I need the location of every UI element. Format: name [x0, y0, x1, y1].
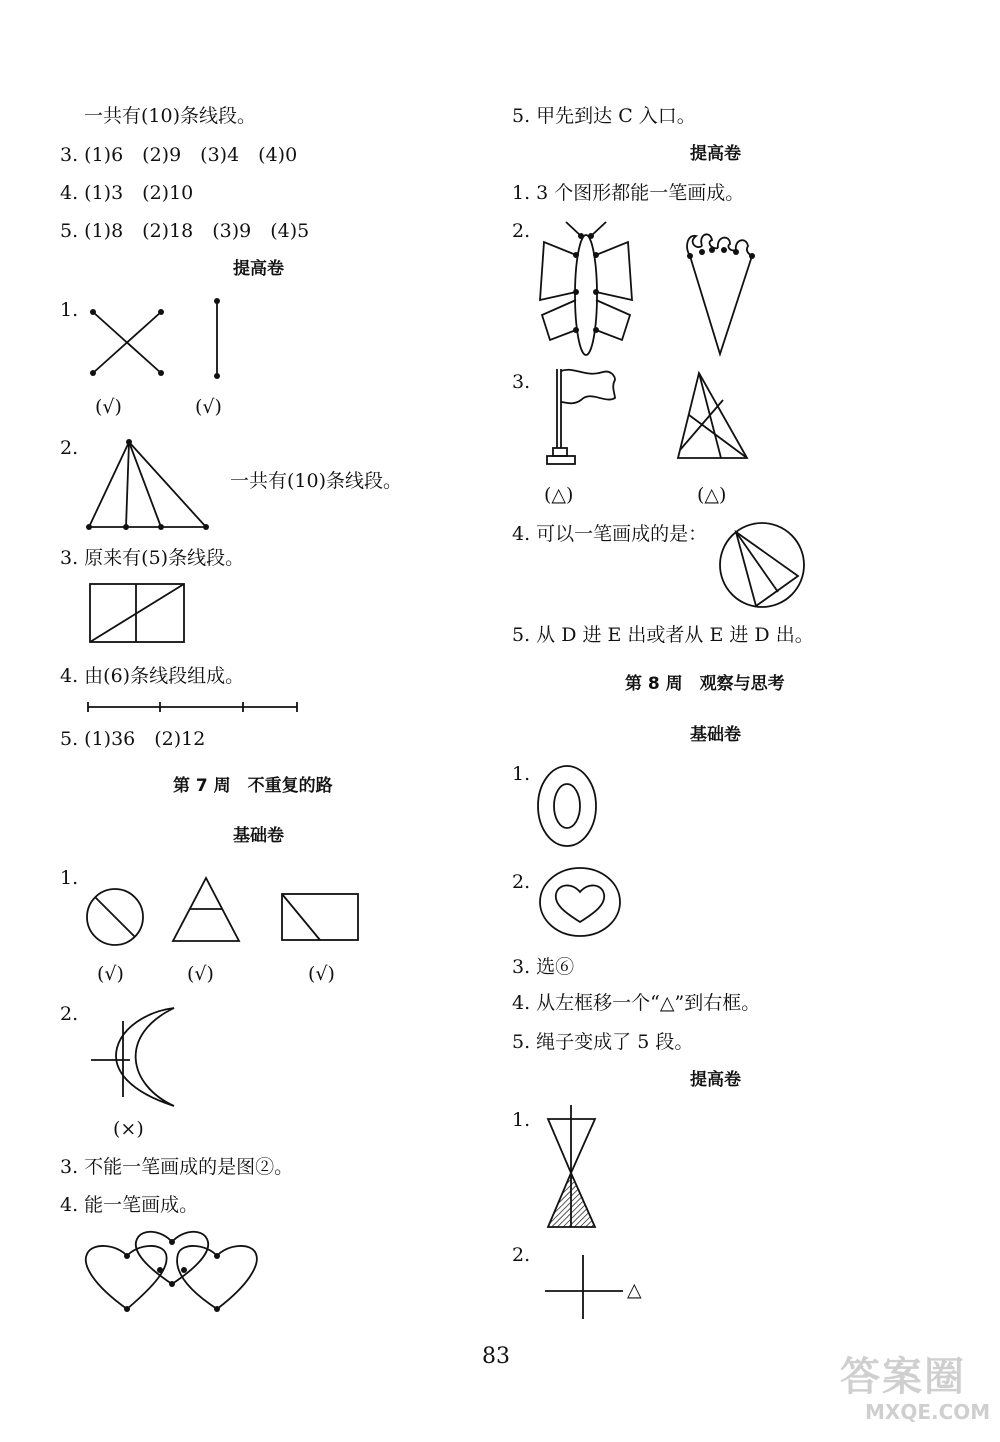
- circle-line-figure: [85, 887, 147, 949]
- answer-mark: (√): [195, 396, 222, 418]
- week-heading: 第 8 周 观察与思考: [625, 674, 785, 694]
- circle-triangle-figure: [718, 520, 808, 610]
- answer-mark: (△): [697, 484, 727, 506]
- answer-line: 5. 甲先到达 C 入口。: [512, 105, 696, 127]
- watermark-logo-text: 答案圈: [840, 1354, 966, 1400]
- heart-in-oval-figure: [538, 866, 624, 938]
- question-number: 1.: [60, 299, 79, 321]
- answer-mark: (△): [544, 484, 574, 506]
- question-number: 2.: [512, 220, 531, 242]
- answer-line: 3. 原来有(5)条线段。: [60, 547, 245, 569]
- answer-line: 3. 不能一笔画成的是图②。: [60, 1156, 294, 1178]
- answer-mark: (√): [187, 963, 214, 985]
- page-number: 83: [482, 1344, 510, 1369]
- answer-line: 4. 从左框移一个“△”到右框。: [512, 992, 761, 1014]
- section-heading: 提高卷: [233, 259, 284, 279]
- answer-mark: (√): [95, 396, 122, 418]
- answer-line: 一共有(10)条线段。: [230, 470, 403, 492]
- question-number: 1.: [512, 763, 531, 785]
- rectangle-line-figure: [280, 892, 360, 942]
- three-hearts-figure: [82, 1224, 262, 1316]
- answer-line: 5. 绳子变成了 5 段。: [512, 1031, 694, 1053]
- butterfly-figure: [536, 220, 636, 360]
- answer-line: 4. 可以一笔画成的是：: [512, 523, 708, 545]
- section-heading: 基础卷: [233, 826, 284, 846]
- section-heading: 提高卷: [690, 144, 741, 164]
- question-number: 2.: [512, 1244, 531, 1266]
- question-number: 3.: [512, 371, 531, 393]
- line-segment-figure: [208, 296, 228, 382]
- flag-figure: [545, 366, 621, 470]
- answer-mark: (√): [308, 963, 335, 985]
- answer-line: 一共有(10)条线段。: [84, 105, 257, 127]
- triangle-figure: [170, 875, 242, 945]
- ring-figure: [535, 764, 599, 850]
- answer-mark: (√): [97, 963, 124, 985]
- triangle-lines-figure: [675, 370, 751, 462]
- triangle-symbol: △: [627, 1279, 642, 1301]
- question-number: 2.: [60, 1003, 79, 1025]
- ice-cream-figure: [682, 226, 756, 358]
- question-number: 2.: [60, 437, 79, 459]
- answer-line: 3. (1)6 (2)9 (3)4 (4)0: [60, 144, 298, 166]
- cross-figure: [85, 305, 175, 377]
- hourglass-figure: [545, 1103, 599, 1231]
- question-number: 1.: [60, 867, 79, 889]
- crescent-figure: [88, 1005, 180, 1109]
- answer-line: 5. (1)36 (2)12: [60, 728, 206, 750]
- answer-line: 4. 由(6)条线段组成。: [60, 665, 245, 687]
- answer-line: 1. 3 个图形都能一笔画成。: [512, 182, 745, 204]
- watermark-url: MXQE.COM: [865, 1400, 991, 1424]
- rectangle-diagonal-figure: [88, 582, 188, 646]
- section-heading: 基础卷: [690, 725, 741, 745]
- question-number: 2.: [512, 871, 531, 893]
- triangle-segments-figure: [85, 437, 215, 532]
- answer-line: 4. (1)3 (2)10: [60, 182, 194, 204]
- watermark: [840, 1345, 990, 1435]
- cross-lines-figure: [543, 1253, 625, 1325]
- section-heading: 提高卷: [690, 1070, 741, 1090]
- answer-line: 5. 从 D 进 E 出或者从 E 进 D 出。: [512, 624, 814, 646]
- week-heading: 第 7 周 不重复的路: [173, 776, 333, 796]
- answer-mark: (×): [113, 1118, 144, 1140]
- question-number: 1.: [512, 1109, 531, 1131]
- answer-line: 3. 选⑥: [512, 956, 575, 978]
- answer-line: 5. (1)8 (2)18 (3)9 (4)5: [60, 220, 310, 242]
- answer-line: 4. 能一笔画成。: [60, 1194, 199, 1216]
- segmented-line-figure: [85, 700, 305, 716]
